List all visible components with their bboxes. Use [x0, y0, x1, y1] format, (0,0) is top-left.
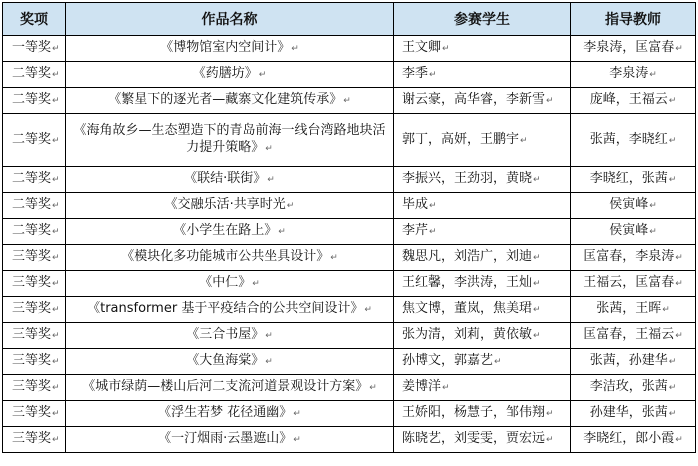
paragraph-mark-icon: ↵	[429, 201, 437, 211]
paragraph-mark-icon: ↵	[668, 175, 677, 185]
paragraph-mark-icon: ↵	[546, 409, 554, 419]
award-cell-text: 三等奖	[12, 249, 52, 264]
award-cell-text: 三等奖	[12, 405, 52, 420]
header-students: 参赛学生	[394, 3, 571, 36]
work-title-cell	[66, 245, 394, 271]
award-cell-text: 三等奖	[12, 379, 52, 394]
award-cell-text: 二等奖	[12, 131, 52, 147]
advisors-cell-text: 李泉涛	[609, 66, 649, 81]
students-cell-text: 谢云豪，高华睿，李新雪	[402, 92, 546, 107]
table-row	[3, 297, 696, 323]
paragraph-mark-icon: ↵	[533, 253, 541, 263]
students-cell-text: 李振兴，王劲羽，黄晓	[402, 171, 533, 186]
work-title-cell-text: 《三合书屋》	[186, 327, 265, 342]
paragraph-mark-icon: ↵	[675, 44, 683, 54]
students-cell	[394, 219, 571, 245]
award-cell	[3, 323, 66, 349]
advisors-cell	[571, 114, 696, 167]
paragraph-mark-icon: ↵	[52, 253, 60, 263]
paragraph-mark-icon: ↵	[343, 96, 351, 106]
students-cell-text: 李季	[402, 66, 429, 81]
paragraph-mark-icon: ↵	[52, 44, 60, 54]
award-cell	[3, 88, 66, 114]
work-title-cell	[66, 36, 394, 62]
paragraph-mark-icon: ↵	[278, 227, 286, 237]
students-cell	[394, 36, 571, 62]
award-cell-text: 三等奖	[12, 301, 52, 316]
paragraph-mark-icon: ↵	[330, 253, 338, 263]
header-work: 作品名称	[66, 3, 394, 36]
advisors-cell	[571, 297, 696, 323]
advisors-cell-text: 王福云，匡富春	[583, 275, 675, 290]
advisors-cell-text: 侯寅峰	[609, 223, 649, 238]
award-cell	[3, 193, 66, 219]
paragraph-mark-icon: ↵	[494, 357, 502, 367]
table-row	[3, 219, 696, 245]
advisors-cell-text: 侯寅峰	[609, 197, 649, 212]
work-title-cell-text: 《模块化多功能城市公共坐具设计》	[121, 249, 330, 264]
table-row	[3, 271, 696, 297]
work-title-cell-text: 《博物馆室内空间计》	[160, 40, 291, 55]
paragraph-mark-icon: ↵	[52, 383, 60, 393]
advisors-cell	[571, 349, 696, 375]
award-cell	[3, 427, 66, 453]
paragraph-mark-icon: ↵	[675, 331, 683, 341]
advisors-cell	[571, 323, 696, 349]
paragraph-mark-icon: ↵	[252, 279, 260, 289]
paragraph-mark-icon: ↵	[429, 70, 437, 80]
advisors-cell	[571, 401, 696, 427]
students-cell	[394, 297, 571, 323]
paragraph-mark-icon: ↵	[668, 409, 677, 419]
paragraph-mark-icon: ↵	[52, 331, 60, 341]
students-cell	[394, 193, 571, 219]
advisors-cell-text: 孙建华，张茜	[589, 405, 668, 420]
students-cell-text: 陈晓艺，刘雯雯，贾宏远	[402, 431, 546, 446]
award-cell-text: 二等奖	[12, 92, 52, 107]
award-cell	[3, 375, 66, 401]
paragraph-mark-icon: ↵	[52, 435, 60, 445]
paragraph-mark-icon: ↵	[429, 227, 437, 237]
work-title-cell	[66, 193, 394, 219]
advisors-cell-text: 李洁玫，张茜	[589, 379, 668, 394]
award-table	[2, 2, 696, 453]
students-cell-text: 姜博洋	[402, 379, 442, 394]
students-cell	[394, 114, 571, 167]
paragraph-mark-icon: ↵	[533, 175, 541, 185]
work-title-cell-text: 《中仁》	[199, 275, 252, 290]
paragraph-mark-icon: ↵	[52, 279, 60, 289]
paragraph-mark-icon: ↵	[265, 357, 273, 367]
advisors-cell-text: 张茜，王晖	[596, 301, 662, 316]
paragraph-mark-icon: ↵	[546, 96, 554, 106]
award-cell	[3, 349, 66, 375]
students-cell-text: 王娇阳，杨慧子，邹伟翔	[402, 405, 546, 420]
paragraph-mark-icon: ↵	[52, 175, 60, 185]
paragraph-mark-icon: ↵	[52, 96, 60, 106]
paragraph-mark-icon: ↵	[52, 227, 60, 237]
students-cell	[394, 88, 571, 114]
advisors-cell	[571, 167, 696, 193]
paragraph-mark-icon: ↵	[546, 435, 554, 445]
paragraph-mark-icon: ↵	[675, 435, 683, 445]
work-title-cell-text: 《transformer 基于平疫结合的公共空间设计》	[87, 301, 364, 316]
advisors-cell	[571, 88, 696, 114]
table-row	[3, 193, 696, 219]
paragraph-mark-icon: ↵	[52, 135, 60, 146]
table-row	[3, 88, 696, 114]
work-title-cell-text: 《海角故乡—生态塑造下的青岛前海一线台湾路地块活力提升策略》	[73, 123, 386, 155]
work-title-cell-text: 《交融乐活·共享时光	[164, 197, 286, 212]
work-title-cell	[66, 375, 394, 401]
table-row	[3, 349, 696, 375]
students-cell	[394, 62, 571, 88]
paragraph-mark-icon: ↵	[668, 135, 677, 146]
students-cell	[394, 375, 571, 401]
students-cell	[394, 323, 571, 349]
paragraph-mark-icon: ↵	[52, 201, 60, 211]
paragraph-mark-icon: ↵	[369, 383, 377, 393]
advisors-cell	[571, 219, 696, 245]
students-cell-text: 魏思凡，刘浩广，刘迪	[402, 249, 533, 264]
award-cell-text: 二等奖	[12, 197, 52, 212]
work-title-cell	[66, 271, 394, 297]
paragraph-mark-icon: ↵	[675, 253, 683, 263]
paragraph-mark-icon: ↵	[649, 227, 657, 237]
header-award: 奖项	[3, 3, 66, 36]
students-cell	[394, 427, 571, 453]
students-cell	[394, 401, 571, 427]
table-row	[3, 167, 696, 193]
award-cell	[3, 114, 66, 167]
award-cell	[3, 36, 66, 62]
paragraph-mark-icon: ↵	[52, 357, 60, 367]
students-cell-text: 孙博文，郭嘉艺	[402, 353, 494, 368]
students-cell-text: 李芹	[402, 223, 429, 238]
work-title-cell-text: 《浮生若梦 花径通幽》	[158, 405, 293, 420]
students-cell-text: 焦文博，董岚，焦美珺	[402, 301, 533, 316]
award-cell	[3, 219, 66, 245]
award-cell-text: 三等奖	[12, 275, 52, 290]
paragraph-mark-icon: ↵	[364, 305, 372, 315]
paragraph-mark-icon: ↵	[442, 383, 450, 393]
advisors-cell	[571, 375, 696, 401]
paragraph-mark-icon: ↵	[442, 44, 450, 54]
students-cell	[394, 245, 571, 271]
paragraph-mark-icon: ↵	[533, 305, 541, 315]
paragraph-mark-icon: ↵	[675, 279, 683, 289]
work-title-cell	[66, 62, 394, 88]
award-cell-text: 三等奖	[12, 353, 52, 368]
advisors-cell-text: 李晓红，郎小霞	[583, 431, 675, 446]
advisors-cell	[571, 36, 696, 62]
award-cell-text: 三等奖	[12, 327, 52, 342]
advisors-cell	[571, 245, 696, 271]
advisors-cell-text: 张茜，李晓红	[589, 131, 668, 147]
work-title-cell	[66, 349, 394, 375]
work-title-cell-text: 《药膳坊》	[192, 66, 258, 81]
advisors-cell-text: 李晓红，张茜	[589, 171, 668, 186]
paragraph-mark-icon: ↵	[265, 144, 273, 154]
header-advisors: 指导教师	[571, 3, 696, 36]
paragraph-mark-icon: ↵	[52, 70, 60, 80]
students-cell	[394, 349, 571, 375]
paragraph-mark-icon: ↵	[267, 175, 275, 185]
advisors-cell	[571, 271, 696, 297]
paragraph-mark-icon: ↵	[649, 201, 657, 211]
table-row	[3, 401, 696, 427]
work-title-cell	[66, 297, 394, 323]
paragraph-mark-icon: ↵	[649, 70, 657, 80]
work-title-cell-text: 《繁星下的逐光者—藏寨文化建筑传承》	[108, 92, 343, 107]
work-title-cell	[66, 323, 394, 349]
paragraph-mark-icon: ↵	[293, 435, 301, 445]
table-row	[3, 114, 696, 167]
advisors-cell	[571, 193, 696, 219]
students-cell-text: 张为清，刘莉，黄依敏	[402, 327, 533, 342]
paragraph-mark-icon: ↵	[258, 70, 267, 80]
work-title-cell-text: 《城市绿荫—楼山后河二支流河道景观设计方案》	[82, 379, 369, 394]
students-cell	[394, 271, 571, 297]
advisors-cell-text: 匡富春，王福云	[583, 327, 675, 342]
award-cell-text: 二等奖	[12, 171, 52, 186]
award-cell-text: 三等奖	[12, 431, 52, 446]
award-cell	[3, 245, 66, 271]
table-row	[3, 427, 696, 453]
award-cell	[3, 297, 66, 323]
advisors-cell-text: 李泉涛，匡富春	[583, 40, 675, 55]
award-cell	[3, 62, 66, 88]
paragraph-mark-icon: ↵	[291, 44, 299, 54]
paragraph-mark-icon: ↵	[662, 305, 670, 315]
table-row	[3, 245, 696, 271]
work-title-cell-text: 《一汀烟雨·云墨遮山》	[158, 431, 293, 446]
work-title-cell	[66, 167, 394, 193]
advisors-cell	[571, 427, 696, 453]
work-title-cell-text: 《联结·联街》	[184, 171, 267, 186]
paragraph-mark-icon: ↵	[293, 409, 301, 419]
work-title-cell	[66, 114, 394, 167]
work-title-cell-text: 《大鱼海棠》	[186, 353, 265, 368]
advisors-cell-text: 庞峰，王福云	[589, 92, 668, 107]
work-title-cell	[66, 219, 394, 245]
table-body	[3, 36, 696, 453]
paragraph-mark-icon: ↵	[52, 409, 60, 419]
advisors-cell-text: 张茜，孙建华	[589, 353, 668, 368]
award-cell	[3, 167, 66, 193]
advisors-cell	[571, 62, 696, 88]
table-row	[3, 375, 696, 401]
students-cell-text: 王红馨，李洪涛，王灿	[402, 275, 533, 290]
students-cell-text: 毕成	[402, 197, 429, 212]
paragraph-mark-icon: ↵	[668, 96, 677, 106]
table-row	[3, 323, 696, 349]
paragraph-mark-icon: ↵	[265, 331, 273, 341]
award-cell-text: 二等奖	[12, 223, 52, 238]
paragraph-mark-icon: ↵	[668, 357, 677, 367]
paragraph-mark-icon: ↵	[520, 135, 528, 146]
students-cell	[394, 167, 571, 193]
award-cell-text: 二等奖	[12, 66, 52, 81]
table-row	[3, 62, 696, 88]
work-title-cell	[66, 88, 394, 114]
paragraph-mark-icon: ↵	[52, 305, 60, 315]
paragraph-mark-icon: ↵	[668, 383, 677, 393]
advisors-cell-text: 匡富春，李泉涛	[583, 249, 675, 264]
table-row	[3, 36, 696, 62]
award-cell-text: 一等奖	[12, 40, 52, 55]
paragraph-mark-icon: ↵	[533, 279, 541, 289]
paragraph-mark-icon: ↵	[286, 201, 295, 211]
award-cell	[3, 401, 66, 427]
students-cell-text: 郭丁，高妍，王鹏宇	[402, 131, 520, 147]
work-title-cell-text: 《小学生在路上》	[173, 223, 278, 238]
award-cell	[3, 271, 66, 297]
work-title-cell	[66, 427, 394, 453]
paragraph-mark-icon: ↵	[533, 331, 541, 341]
students-cell-text: 王文卿	[402, 40, 442, 55]
work-title-cell	[66, 401, 394, 427]
header-row	[3, 3, 696, 36]
